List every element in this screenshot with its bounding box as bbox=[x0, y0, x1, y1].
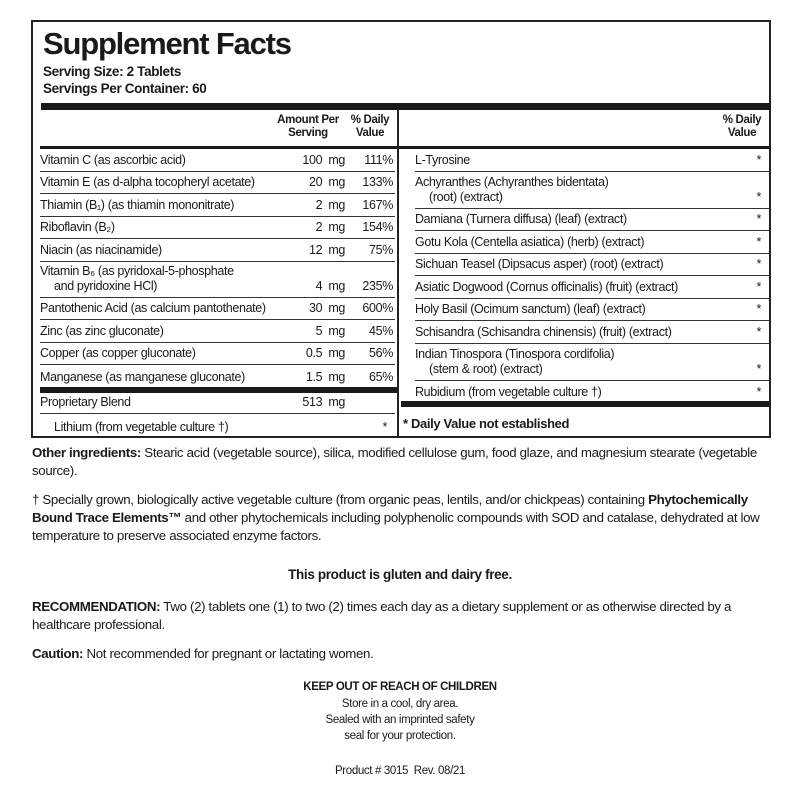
row-name-line: Zinc (as zinc gluconate) bbox=[40, 323, 164, 338]
row-amount: 30 mg bbox=[309, 301, 345, 315]
row-name bbox=[40, 220, 115, 235]
row-name bbox=[415, 302, 645, 317]
row-name bbox=[40, 198, 234, 213]
row-name bbox=[40, 370, 245, 385]
row-daily-value: * bbox=[382, 420, 387, 434]
row-name-line: Achyranthes (Achyranthes bidentata) bbox=[415, 174, 609, 189]
row-name bbox=[415, 257, 663, 272]
row-daily-value: * bbox=[756, 234, 761, 249]
recommendation bbox=[32, 598, 772, 634]
other-ingredients-label: Other ingredients: bbox=[32, 445, 141, 460]
row-amount: 1.5 mg bbox=[305, 369, 345, 384]
row-name-line: L-Tyrosine bbox=[415, 152, 470, 167]
row-name bbox=[40, 153, 186, 168]
row-name bbox=[40, 324, 164, 339]
row-name bbox=[40, 175, 255, 190]
table-row bbox=[40, 194, 395, 217]
table-row bbox=[40, 414, 395, 438]
row-amount: 20 mg bbox=[309, 175, 345, 189]
row-name bbox=[40, 420, 228, 435]
row-amount: 100 mg bbox=[302, 152, 345, 167]
row-amount: 2 mg bbox=[315, 220, 345, 234]
table-row bbox=[40, 298, 395, 321]
row-amount: 2 mg bbox=[315, 197, 345, 212]
header-daily-value-right: % Daily Value bbox=[722, 114, 762, 139]
servings-per-container: Servings Per Container: 60 bbox=[43, 81, 207, 96]
caution-label: Caution: bbox=[32, 646, 84, 661]
row-daily-value: * bbox=[756, 152, 761, 167]
row-name bbox=[40, 346, 196, 361]
row-name bbox=[415, 175, 608, 205]
table-row bbox=[415, 381, 769, 404]
table-row bbox=[415, 254, 769, 277]
row-name bbox=[415, 347, 614, 377]
table-row bbox=[40, 365, 395, 388]
row-name-line: Manganese (as manganese gluconate) bbox=[40, 369, 245, 384]
row-daily-value: 111% bbox=[364, 152, 393, 167]
row-name-line: Holy Basil (Ocimum sanctum) (leaf) (extract) bbox=[415, 302, 646, 316]
row-name bbox=[40, 243, 162, 258]
row-daily-value: 65% bbox=[369, 369, 393, 384]
row-daily-value: * bbox=[756, 385, 761, 399]
row-name-line: Gotu Kola (Centella asiatica) (herb) (extract) bbox=[415, 234, 645, 249]
row-name-line: Riboflavin (B₂) bbox=[40, 220, 115, 234]
row-daily-value: * bbox=[756, 212, 761, 226]
product-number: Product # 3015 Rev. 08/21 bbox=[334, 765, 466, 777]
table-row bbox=[415, 231, 769, 254]
table-row bbox=[415, 321, 769, 344]
row-name-line-2: and pyridoxine HCl) bbox=[54, 278, 158, 293]
panel-title: Supplement Facts bbox=[43, 26, 291, 61]
dagger-bold: Phytochemically Bound Trace Elements™ bbox=[32, 492, 748, 525]
gluten-free-statement: This product is gluten and dairy free. bbox=[288, 567, 512, 582]
row-daily-value: * bbox=[756, 279, 761, 294]
table-row bbox=[415, 209, 769, 232]
row-name bbox=[415, 280, 678, 295]
row-daily-value: 154% bbox=[362, 220, 393, 234]
row-name-line: Proprietary Blend bbox=[40, 395, 131, 409]
row-name bbox=[40, 395, 131, 410]
sealed-text-1: Sealed with an imprinted safety bbox=[325, 714, 475, 726]
table-row bbox=[40, 172, 395, 195]
table-row bbox=[40, 149, 395, 172]
row-daily-value: * bbox=[756, 324, 761, 339]
header-daily-value-left: % Daily Value bbox=[350, 114, 390, 139]
row-amount: 0.5 mg bbox=[305, 346, 345, 360]
header-amount: Amount Per Serving bbox=[277, 114, 339, 139]
row-name-line-2: (stem & root) (extract) bbox=[429, 361, 543, 376]
row-name bbox=[415, 325, 672, 340]
row-name-line: Vitamin B₆ (as pyridoxal-5-phosphate bbox=[40, 263, 234, 278]
row-name-line: Indian Tinospora (Tinospora cordifolia) bbox=[415, 346, 615, 361]
column-divider bbox=[397, 110, 399, 436]
table-row bbox=[415, 172, 769, 209]
row-daily-value: 600% bbox=[362, 301, 393, 315]
caution bbox=[32, 645, 772, 663]
row-daily-value: * bbox=[756, 189, 761, 204]
row-name bbox=[40, 264, 234, 294]
row-name-line: Niacin (as niacinamide) bbox=[40, 242, 162, 257]
thick-divider bbox=[41, 103, 771, 110]
row-name bbox=[415, 153, 470, 168]
row-amount: 513 mg bbox=[302, 395, 345, 409]
recommendation-label: RECOMMENDATION: bbox=[32, 599, 161, 614]
row-daily-value: 56% bbox=[369, 346, 393, 360]
row-name-line: Vitamin E (as d-alpha tocopheryl acetate) bbox=[40, 175, 255, 189]
dagger-text-2: and other phytochemicals including polyphenolic compounds with SOD and catalase, dehydrated at low temperature to preserve associated enzyme factors. bbox=[32, 510, 760, 543]
dagger-text-1: † Specially grown, biologically active vegetable culture (from organic peas, lentils, and/or chickpeas) containing bbox=[32, 492, 649, 507]
sealed-text-2: seal for your protection. bbox=[344, 730, 456, 742]
table-row bbox=[40, 393, 395, 414]
row-daily-value: 167% bbox=[362, 197, 393, 212]
row-name bbox=[415, 385, 601, 400]
row-name-line: Sichuan Teasel (Dipsacus asper) (root) (extract) bbox=[415, 257, 664, 271]
other-ingredients bbox=[32, 444, 772, 480]
row-daily-value: 235% bbox=[362, 278, 393, 293]
table-row bbox=[415, 344, 769, 381]
table-row bbox=[415, 299, 769, 322]
row-name bbox=[415, 212, 627, 227]
row-name-line: Thiamin (B₁) (as thiamin mononitrate) bbox=[40, 197, 235, 212]
row-daily-value: * bbox=[756, 361, 761, 376]
serving-size: Serving Size: 2 Tablets bbox=[43, 64, 181, 79]
daily-value-footnote: * Daily Value not established bbox=[403, 416, 570, 431]
row-amount: 5 mg bbox=[315, 323, 345, 338]
row-name bbox=[40, 301, 266, 316]
table-row bbox=[415, 276, 769, 299]
other-ingredients-text: Stearic acid (vegetable source), silica, modified cellulose gum, food glaze, and magnesium stearate (vegetable source). bbox=[32, 445, 757, 478]
row-name-line: Pantothenic Acid (as calcium pantothenate) bbox=[40, 301, 266, 315]
table-row bbox=[40, 217, 395, 240]
table-row bbox=[40, 239, 395, 262]
row-name-line: Vitamin C (as ascorbic acid) bbox=[40, 152, 186, 167]
row-name bbox=[415, 235, 644, 250]
row-name-line: Rubidium (from vegetable culture †) bbox=[415, 385, 602, 399]
row-daily-value: * bbox=[756, 302, 761, 316]
row-daily-value: * bbox=[756, 257, 761, 271]
row-name-line-2: (root) (extract) bbox=[429, 189, 503, 204]
table-row bbox=[415, 149, 769, 172]
table-row bbox=[40, 262, 395, 298]
table-row bbox=[40, 320, 395, 343]
row-amount: 4 mg bbox=[315, 278, 345, 293]
keep-out-warning: KEEP OUT OF REACH OF CHILDREN bbox=[303, 681, 497, 693]
footnote-rule bbox=[401, 401, 769, 407]
row-daily-value: 133% bbox=[362, 175, 393, 189]
blend-rule bbox=[40, 387, 397, 393]
row-daily-value: 45% bbox=[369, 323, 393, 338]
row-name-line: Asiatic Dogwood (Cornus officinalis) (fruit) (extract) bbox=[415, 279, 678, 294]
row-name-line: Lithium (from vegetable culture †) bbox=[54, 420, 229, 434]
dagger-note bbox=[32, 491, 772, 545]
row-name-line: Schisandra (Schisandra chinensis) (fruit) (extract) bbox=[415, 324, 672, 339]
storage-text: Store in a cool, dry area. bbox=[341, 698, 459, 710]
table-row bbox=[40, 343, 395, 366]
recommendation-text: Two (2) tablets one (1) to two (2) times each day as a dietary supplement or as otherwise directed by a healthcare professional. bbox=[32, 599, 732, 632]
caution-text: Not recommended for pregnant or lactating women. bbox=[83, 646, 374, 661]
row-amount: 12 mg bbox=[309, 242, 345, 257]
supplement-facts-panel bbox=[31, 20, 771, 438]
row-name-line: Copper (as copper gluconate) bbox=[40, 346, 196, 360]
row-daily-value: 75% bbox=[369, 242, 393, 257]
row-name-line: Damiana (Turnera diffusa) (leaf) (extract) bbox=[415, 212, 627, 226]
